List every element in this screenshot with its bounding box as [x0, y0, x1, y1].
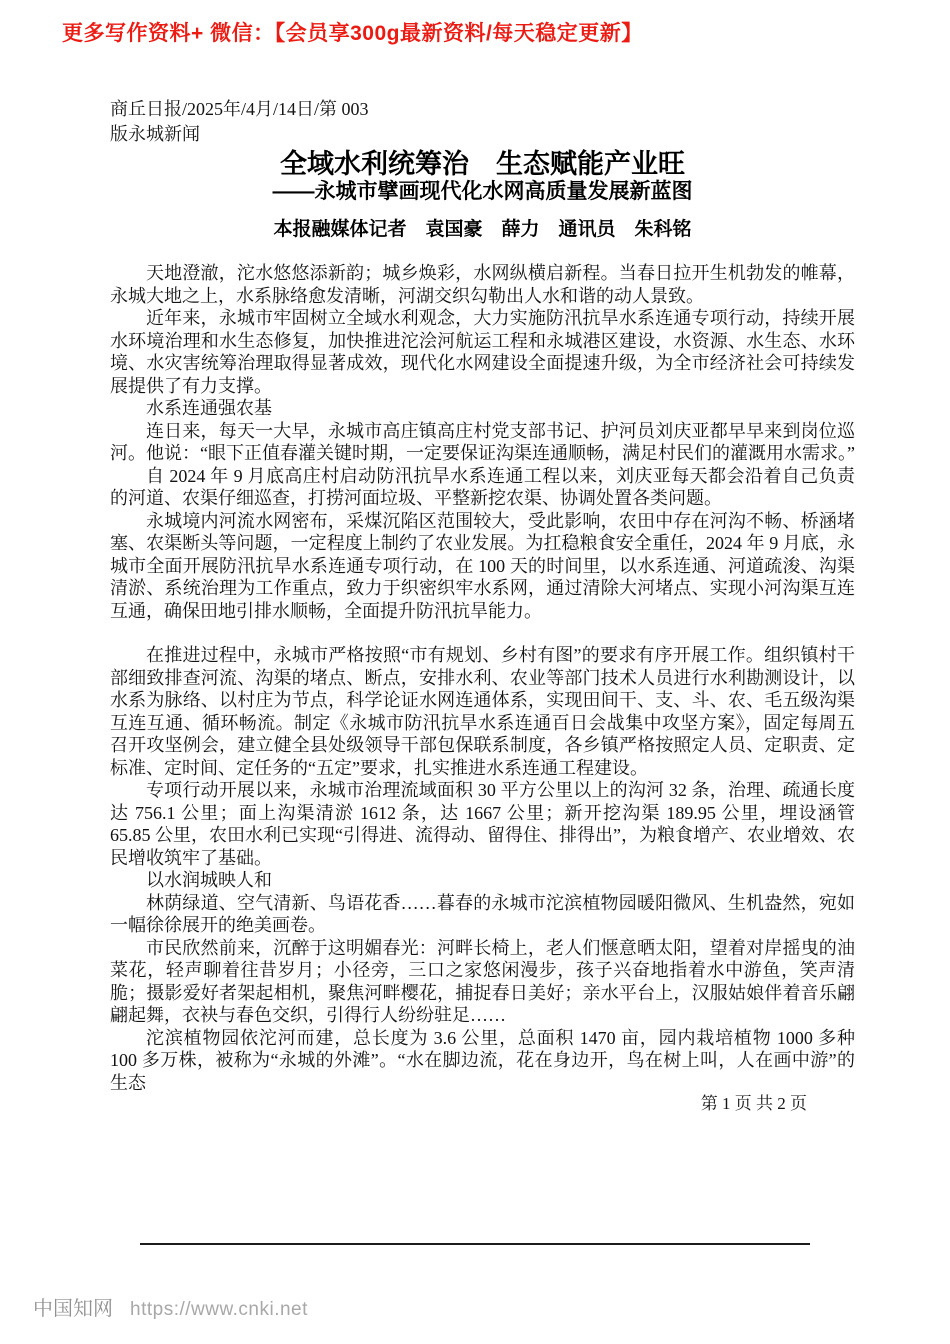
page-number: 第 1 页 共 2 页	[700, 1094, 807, 1113]
cnki-brand-logo: 中国知网	[33, 1298, 113, 1320]
body-paragraph: 近年来，永城市牢固树立全域水利观念，大力实施防汛抗旱水系连通专项行动，持续开展水环境治理和水生态修复，加快推进沱浍河航运工程和永城港区建设，水资源、水生态、水环境、水灾害统筹治理取得显著成效，现代化水网建设全面提速升级，为全市经济社会可持续发展提供了有力支撑。	[110, 308, 855, 396]
section-subheading: 以水润城映人和	[146, 870, 272, 890]
body-paragraph: 林荫绿道、空气清新、鸟语花香……暮春的永城市沱滨植物园暖阳微风、生机盎然，宛如一幅徐徐展开的绝美画卷。	[110, 892, 855, 935]
source-line-2: 版永城新闻	[110, 124, 200, 144]
article-body	[110, 262, 855, 1094]
article-subtitle: ——永城市擘画现代化水网高质量发展新蓝图	[272, 180, 693, 203]
footer-divider-line	[140, 1243, 810, 1245]
body-paragraph: 专项行动开展以来，永城市治理流域面积 30 平方公里以上的沟河 32 条，治理、疏通长度达 756.1 公里；面上沟渠清淤 1612 条，达 1667 公里；新开挖沟渠 189.95 公里，埋设涵管 65.85 公里，农田水利已实现“引得进、流得动、留得住、排得出”，为粮食增产、农业增效、农民增收筑牢了基础。	[110, 780, 855, 868]
body-paragraph: 沱滨植物园依沱河而建，总长度为 3.6 公里，总面积 1470 亩，园内栽培植物 1000 多种 100 多万株，被称为“永城的外滩”。“水在脚边流，花在身边开，鸟在树上叫，人在画中游”的生态	[110, 1027, 855, 1093]
source-line-1: 商丘日报/2025年/4月/14日/第 003	[110, 99, 369, 119]
source-info	[110, 97, 855, 147]
section-subheading: 水系连通强农基	[146, 398, 272, 418]
promo-banner-text: 更多写作资料+ 微信：【会员享300g最新资料/每天稳定更新】	[62, 22, 643, 45]
cnki-url: https://www.cnki.net	[130, 1299, 308, 1320]
article-container	[110, 97, 855, 1094]
body-paragraph: 天地澄澈，沱水悠悠添新韵；城乡焕彩，水网纵横启新程。当春日拉开生机勃发的帷幕，永城大地之上，水系脉络愈发清晰，河湖交织勾勒出人水和谐的动人景致。	[110, 263, 855, 306]
body-paragraph: 自 2024 年 9 月底高庄村启动防汛抗旱水系连通工程以来，刘庆亚每天都会沿着自己负责的河道、农渠仔细巡查，打捞河面垃圾、平整新挖农渠、协调处置各类问题。	[110, 465, 855, 508]
body-paragraph: 永城境内河流水网密布，采煤沉陷区范围较大，受此影响，农田中存在河沟不畅、桥涵堵塞、农渠断头等问题，一定程度上制约了农业发展。为扛稳粮食安全重任，2024 年 9 月底，永城市全面开展防汛抗旱水系连通专项行动，在 100 天的时间里，以水系连通、河道疏浚、沟渠清淤、系统治理为工作重点，致力于织密织牢水系网，通过清除大河堵点、实现小河沟渠互连互通，确保田地引排水顺畅，全面提升防汛抗旱能力。	[110, 510, 855, 621]
article-byline: 本报融媒体记者 袁国豪 薛力 通讯员 朱科铭	[273, 219, 692, 240]
body-paragraph: 连日来，每天一大早，永城市高庄镇高庄村党支部书记、护河员刘庆亚都早早来到岗位巡河。他说：“眼下正值春灌关键时期，一定要保证沟渠连通顺畅，满足村民们的灌溉用水需求。”	[110, 420, 855, 463]
paragraph-spacer	[110, 622, 855, 644]
article-title: 全域水利统筹治 生态赋能产业旺	[280, 149, 685, 179]
body-paragraph: 市民欣然前来，沉醉于这明媚春光：河畔长椅上，老人们惬意晒太阳，望着对岸摇曳的油菜花，轻声聊着往昔岁月；小径旁，三口之家悠闲漫步，孩子兴奋地指着水中游鱼，笑声清脆；摄影爱好者架起相机，聚焦河畔樱花，捕捉春日美好；亲水平台上，汉服姑娘伴着音乐翩翩起舞，衣袂与春色交织，引得行人纷纷驻足……	[110, 937, 855, 1025]
cnki-footer	[33, 1292, 308, 1321]
body-paragraph: 在推进过程中，永城市严格按照“市有规划、乡村有图”的要求有序开展工作。组织镇村干部细致排查河流、沟渠的堵点、断点，安排水利、农业等部门技术人员进行水利勘测设计，以水系为脉络、以村庄为节点，科学论证水网连通体系，实现田间干、支、斗、农、毛五级沟渠互连互通、循环畅流。制定《永城市防汛抗旱水系连通百日会战集中攻坚方案》，固定每周五召开攻坚例会，建立健全县处级领导干部包保联系制度，各乡镇严格按照定人员、定职责、定标准、定时间、定任务的“五定”要求，扎实推进水系连通工程建设。	[110, 645, 855, 778]
